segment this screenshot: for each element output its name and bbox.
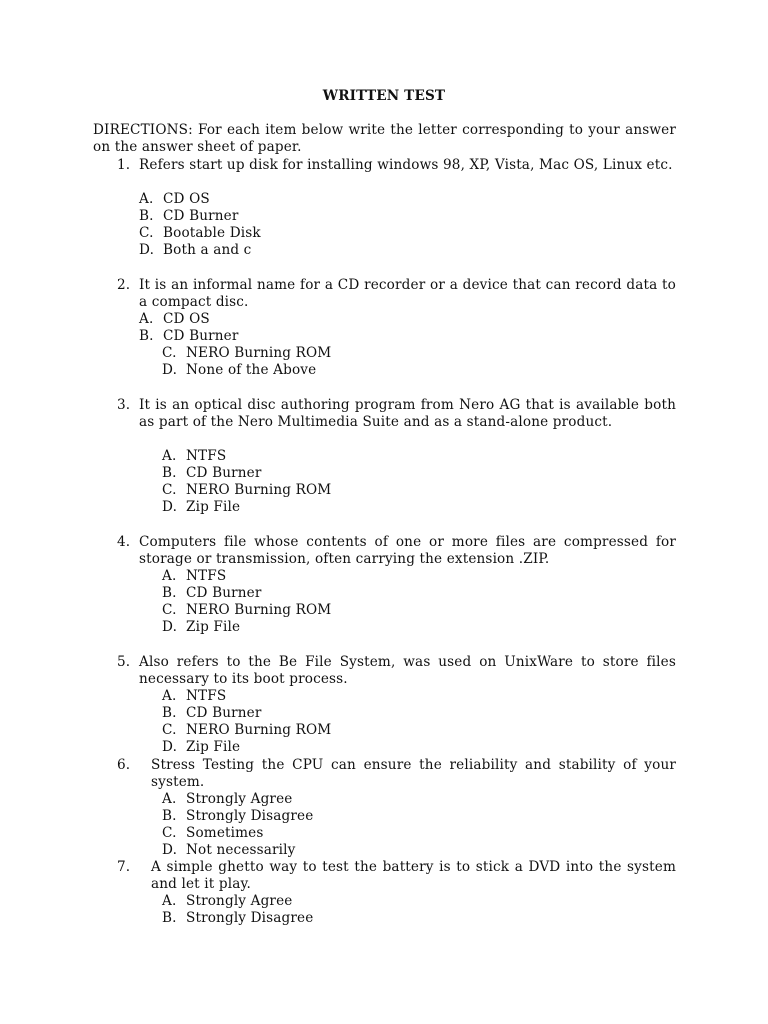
option-c: C. NERO Burning ROM — [162, 722, 332, 739]
option-b: B. CD Burner — [139, 208, 239, 225]
question-text: Refers start up disk for installing windows 98, XP, Vista, Mac OS, Linux etc. — [139, 157, 673, 173]
option-c: C. Bootable Disk — [139, 225, 261, 242]
question-number: 5. — [117, 654, 131, 670]
option-list — [139, 191, 261, 260]
option-d: D. Zip File — [162, 739, 241, 756]
question-text: It is an optical disc authoring program from Nero AG that is available both as part of the Nero Multimedia Suite and as a stand-alone product. — [139, 397, 676, 431]
option-b: B. Strongly Disagree — [162, 808, 314, 825]
option-a: A. NTFS — [162, 688, 227, 704]
option-list — [162, 688, 331, 757]
option-b: B. Strongly Disagree — [162, 910, 314, 927]
question-text: It is an informal name for a CD recorder or a device that can record data to a compact disc. — [139, 277, 676, 311]
question-number: 6. — [117, 757, 131, 773]
question-text: Stress Testing the CPU can ensure the reliability and stability of your system. — [151, 757, 676, 791]
option-b: B. CD Burner — [162, 465, 262, 482]
question-text: Computers file whose contents of one or more files are compressed for storage or transmission, often carrying the extension .ZIP. — [139, 534, 676, 568]
option-list — [139, 311, 331, 380]
question-number: 7. — [117, 859, 131, 875]
question-number: 2. — [117, 277, 131, 293]
option-b: B. CD Burner — [162, 585, 262, 602]
option-d: D. None of the Above — [162, 362, 317, 379]
option-d: D. Zip File — [162, 499, 241, 516]
option-c: C. NERO Burning ROM — [162, 602, 332, 619]
question-number: 1. — [117, 157, 131, 173]
option-d: D. Both a and c — [139, 242, 252, 259]
question-text: Also refers to the Be File System, was used on UnixWare to store files necessary to its boot process. — [139, 654, 676, 688]
option-d: D. Not necessarily — [162, 842, 296, 859]
question-text: A simple ghetto way to test the battery is to stick a DVD into the system and let it play. — [151, 859, 676, 893]
option-list — [162, 791, 313, 860]
option-list — [162, 448, 331, 517]
option-a: A. Strongly Agree — [162, 893, 293, 909]
page-title: WRITTEN TEST — [322, 88, 446, 104]
directions-text: DIRECTIONS: For each item below write the letter corresponding to your answer on the answer sheet of paper. — [93, 122, 676, 156]
option-c: C. NERO Burning ROM — [162, 482, 332, 499]
option-b: B. CD Burner — [162, 705, 262, 722]
option-list — [162, 568, 331, 637]
option-a: A. CD OS — [139, 311, 210, 327]
option-a: A. NTFS — [162, 448, 227, 464]
option-a: A. NTFS — [162, 568, 227, 584]
option-a: A. Strongly Agree — [162, 791, 293, 807]
question-number: 4. — [117, 534, 131, 550]
option-d: D. Zip File — [162, 619, 241, 636]
question-number: 3. — [117, 397, 131, 413]
option-c: C. Sometimes — [162, 825, 264, 842]
option-b: B. CD Burner — [139, 328, 239, 345]
option-c: C. NERO Burning ROM — [162, 345, 332, 362]
option-list — [162, 893, 313, 927]
option-a: A. CD OS — [139, 191, 210, 207]
